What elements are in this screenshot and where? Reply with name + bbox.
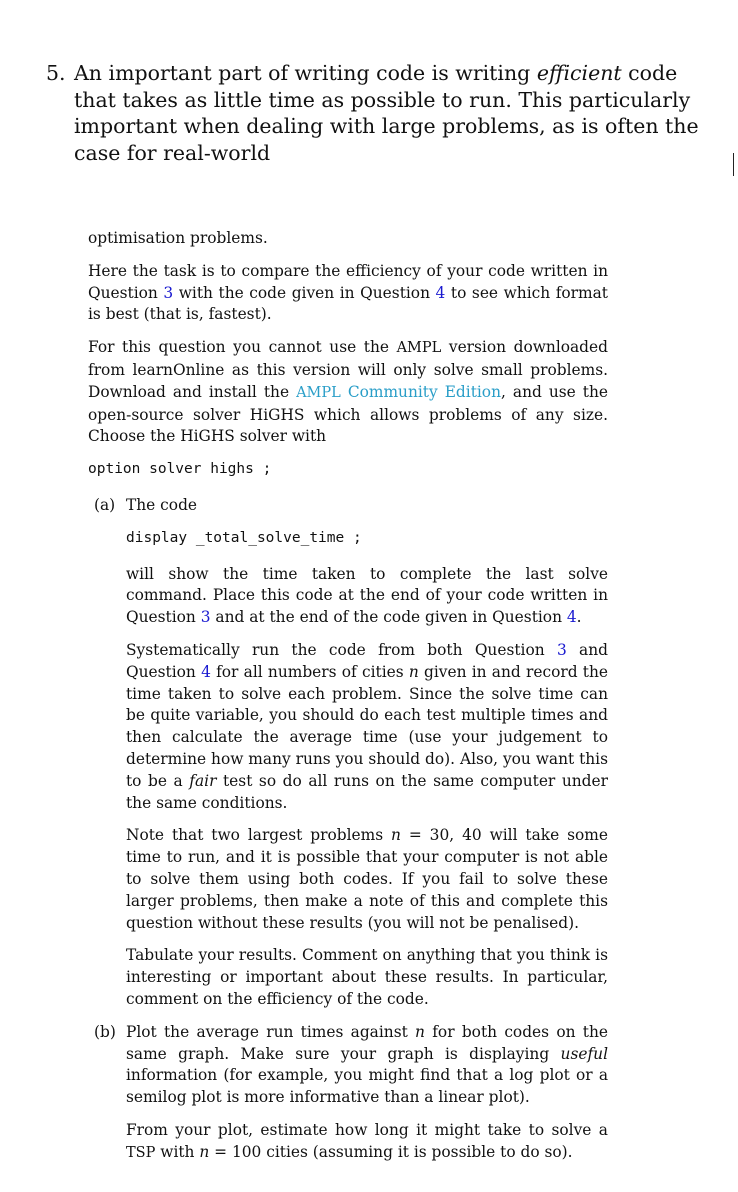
question-4-link[interactable]: 4 [566, 608, 577, 627]
question-intro [46, 60, 711, 166]
part-b-label: (b) [94, 1022, 116, 1041]
question-4-link[interactable]: 4 [201, 662, 211, 681]
part-a-paragraph-3: Note that two largest problems n = 30, 40 will take some time to run, and it is possible that your computer is not able to solve them using both codes. If you fail to solve these larger problems, then make a note of this and complete this question without these results (you will not be penalised). [126, 826, 608, 932]
solver-code: option solver highs ; [88, 461, 272, 478]
part-b [88, 1022, 608, 1165]
text-cursor [733, 153, 734, 176]
question-3-link[interactable]: 3 [556, 640, 567, 659]
display-time-code: display _total_solve_time ; [126, 529, 362, 546]
ampl-paragraph: For this question you cannot use the AMPL version downloaded from learnOnline as this version will only solve small problems. Download and install the AMPL Community Edition, and use the open-source solver HiGHS which allows problems of any size. Choose the HiGHS solver with [88, 338, 609, 446]
question-3-link[interactable]: 3 [163, 283, 174, 302]
emphasis-efficient: efficient [536, 61, 622, 85]
part-a-paragraph-2: Systematically run the code from both Question 3 and Question 4 for all numbers of cities n given in and record the time taken to solve each problem. Since the solve time can be quite variable, you should do each test multiple times and then calculate the average time (use your judgement to determine how many runs you should do). Also, you want this to be a fair test so do all runs on the same computer under the same conditions. [126, 640, 608, 812]
task-paragraph: Here the task is to compare the efficiency of your code written in Question 3 with the code given in Question 4 to see which format is best (that is, fastest). [88, 261, 608, 324]
part-a-label: (a) [94, 495, 116, 514]
part-b-paragraph-2: From your plot, estimate how long it might take to solve a TSP with n = 100 cities (assuming it is possible to do so). [126, 1120, 608, 1161]
part-a-paragraph-4: Tabulate your results. Comment on anything that you think is interesting or important about these results. In particular, comment on the efficiency of the code. [126, 946, 608, 1008]
question-4-link[interactable]: 4 [435, 283, 446, 302]
part-a-paragraph-1: will show the time taken to complete the last solve command. Place this code at the end of your code written in Question 3 and at the end of the code given in Question 4. [126, 564, 608, 627]
part-b-paragraph-1: Plot the average run times against n for both codes on the same graph. Make sure your graph is displaying useful information (for example, you might find that a log plot or a semilog plot is more informative than a linear plot). [126, 1022, 608, 1107]
question-intro-text: An important part of writing code is writing efficient code that takes as little time as possible to run. This particularly important when dealing with large problems, as is often the case for real-world [74, 61, 699, 165]
part-a-lead: The code [126, 495, 198, 514]
question-body [88, 228, 608, 1175]
ampl-community-edition-link[interactable]: AMPL Community Edition [296, 382, 501, 401]
continuation-text: optimisation problems. [88, 229, 268, 247]
question-number: 5. [46, 61, 66, 85]
part-a [88, 495, 608, 1011]
question-3-link[interactable]: 3 [200, 608, 211, 627]
